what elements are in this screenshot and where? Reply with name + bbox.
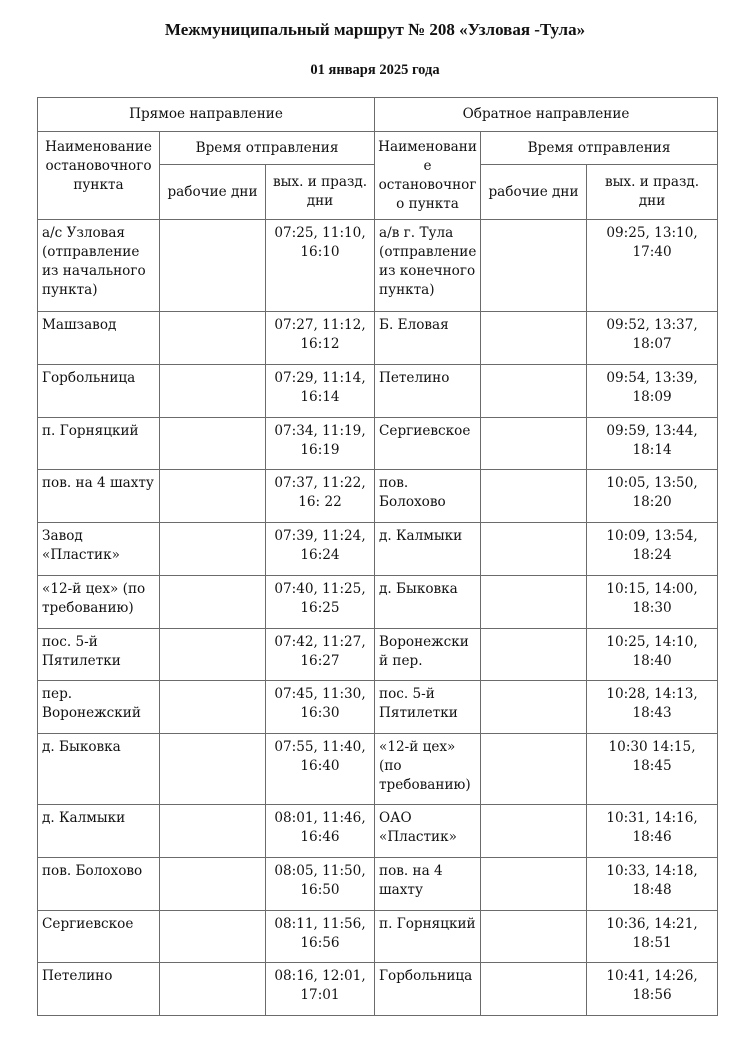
backward-workdays-time bbox=[481, 576, 587, 629]
forward-weekends-time: 07:40, 11:25, 16:25 bbox=[266, 576, 375, 629]
backward-stop-name: а/в г. Тула (отправление из конечного пункта) bbox=[375, 220, 481, 312]
forward-weekends-time: 07:27, 11:12, 16:12 bbox=[266, 312, 375, 365]
backward-weekends-time: 10:15, 14:00, 18:30 bbox=[587, 576, 718, 629]
forward-stop-name: Сергиевское bbox=[38, 911, 160, 963]
backward-stop-name: д. Быковка bbox=[375, 576, 481, 629]
forward-stop-name: д. Калмыки bbox=[38, 805, 160, 858]
forward-weekends-time: 07:37, 11:22, 16: 22 bbox=[266, 470, 375, 523]
table-row bbox=[38, 629, 718, 681]
backward-weekends-time: 09:25, 13:10, 17:40 bbox=[587, 220, 718, 312]
backward-stop-name: Б. Еловая bbox=[375, 312, 481, 365]
backward-stop-name: пов. Болохово bbox=[375, 470, 481, 523]
forward-workdays-time bbox=[160, 418, 266, 470]
forward-workdays-time bbox=[160, 963, 266, 1016]
table-row bbox=[38, 523, 718, 576]
forward-workdays-time bbox=[160, 911, 266, 963]
forward-weekends-time: 07:45, 11:30, 16:30 bbox=[266, 681, 375, 734]
schedule-date: 01 января 2025 года bbox=[310, 62, 440, 78]
forward-stop-name: Завод «Пластик» bbox=[38, 523, 160, 576]
table-row bbox=[38, 220, 718, 312]
header-weekends-backward: вых. и празд. дни bbox=[587, 165, 718, 220]
backward-weekends-time: 10:25, 14:10, 18:40 bbox=[587, 629, 718, 681]
table-row bbox=[38, 963, 718, 1016]
header-weekends-forward: вых. и празд. дни bbox=[266, 165, 375, 220]
backward-weekends-time: 10:28, 14:13, 18:43 bbox=[587, 681, 718, 734]
forward-stop-name: п. Горняцкий bbox=[38, 418, 160, 470]
backward-weekends-time: 10:05, 13:50, 18:20 bbox=[587, 470, 718, 523]
forward-weekends-time: 07:25, 11:10, 16:10 bbox=[266, 220, 375, 312]
backward-workdays-time bbox=[481, 523, 587, 576]
header-row-columns bbox=[38, 132, 718, 165]
backward-workdays-time bbox=[481, 418, 587, 470]
backward-stop-name: п. Горняцкий bbox=[375, 911, 481, 963]
table-row bbox=[38, 470, 718, 523]
backward-weekends-time: 09:54, 13:39, 18:09 bbox=[587, 365, 718, 418]
table-row bbox=[38, 576, 718, 629]
header-stop-name-backward: Наименовани е остановочног о пункта bbox=[375, 132, 481, 220]
header-workdays-backward: рабочие дни bbox=[481, 165, 587, 220]
header-workdays-forward: рабочие дни bbox=[160, 165, 266, 220]
backward-weekends-time: 10:41, 14:26, 18:56 bbox=[587, 963, 718, 1016]
table-row bbox=[38, 734, 718, 805]
table-row bbox=[38, 365, 718, 418]
forward-stop-name: Горбольница bbox=[38, 365, 160, 418]
backward-weekends-time: 10:33, 14:18, 18:48 bbox=[587, 858, 718, 911]
forward-stop-name: Петелино bbox=[38, 963, 160, 1016]
forward-workdays-time bbox=[160, 734, 266, 805]
table-row bbox=[38, 418, 718, 470]
backward-stop-name: Сергиевское bbox=[375, 418, 481, 470]
backward-stop-name: пов. на 4 шахту bbox=[375, 858, 481, 911]
schedule-table-body bbox=[38, 98, 718, 1016]
backward-workdays-time bbox=[481, 681, 587, 734]
schedule-table bbox=[37, 97, 718, 1016]
forward-weekends-time: 07:34, 11:19, 16:19 bbox=[266, 418, 375, 470]
forward-stop-name: «12-й цех» (по требованию) bbox=[38, 576, 160, 629]
backward-stop-name: Петелино bbox=[375, 365, 481, 418]
backward-workdays-time bbox=[481, 365, 587, 418]
forward-workdays-time bbox=[160, 523, 266, 576]
forward-stop-name: Машзавод bbox=[38, 312, 160, 365]
forward-workdays-time bbox=[160, 220, 266, 312]
forward-weekends-time: 08:05, 11:50, 16:50 bbox=[266, 858, 375, 911]
backward-weekends-time: 09:59, 13:44, 18:14 bbox=[587, 418, 718, 470]
backward-weekends-time: 09:52, 13:37, 18:07 bbox=[587, 312, 718, 365]
header-backward-direction: Обратное направление bbox=[375, 98, 718, 132]
forward-workdays-time bbox=[160, 470, 266, 523]
table-row bbox=[38, 805, 718, 858]
backward-stop-name: д. Калмыки bbox=[375, 523, 481, 576]
backward-weekends-time: 10:36, 14:21, 18:51 bbox=[587, 911, 718, 963]
backward-workdays-time bbox=[481, 858, 587, 911]
backward-stop-name: Горбольница bbox=[375, 963, 481, 1016]
backward-stop-name: Воронежски й пер. bbox=[375, 629, 481, 681]
header-departure-time-backward: Время отправления bbox=[481, 132, 718, 165]
forward-weekends-time: 07:55, 11:40, 16:40 bbox=[266, 734, 375, 805]
forward-weekends-time: 07:39, 11:24, 16:24 bbox=[266, 523, 375, 576]
forward-workdays-time bbox=[160, 805, 266, 858]
backward-weekends-time: 10:30 14:15, 18:45 bbox=[587, 734, 718, 805]
table-row bbox=[38, 312, 718, 365]
forward-weekends-time: 07:29, 11:14, 16:14 bbox=[266, 365, 375, 418]
backward-workdays-time bbox=[481, 220, 587, 312]
forward-workdays-time bbox=[160, 312, 266, 365]
forward-weekends-time: 08:16, 12:01, 17:01 bbox=[266, 963, 375, 1016]
backward-stop-name: пос. 5-й Пятилетки bbox=[375, 681, 481, 734]
table-row bbox=[38, 681, 718, 734]
forward-workdays-time bbox=[160, 681, 266, 734]
table-row bbox=[38, 911, 718, 963]
backward-stop-name: ОАО «Пластик» bbox=[375, 805, 481, 858]
backward-weekends-time: 10:09, 13:54, 18:24 bbox=[587, 523, 718, 576]
forward-workdays-time bbox=[160, 576, 266, 629]
header-forward-direction: Прямое направление bbox=[38, 98, 375, 132]
backward-weekends-time: 10:31, 14:16, 18:46 bbox=[587, 805, 718, 858]
forward-stop-name: пов. Болохово bbox=[38, 858, 160, 911]
forward-weekends-time: 07:42, 11:27, 16:27 bbox=[266, 629, 375, 681]
forward-workdays-time bbox=[160, 365, 266, 418]
forward-weekends-time: 08:11, 11:56, 16:56 bbox=[266, 911, 375, 963]
forward-stop-name: пов. на 4 шахту bbox=[38, 470, 160, 523]
backward-workdays-time bbox=[481, 629, 587, 681]
backward-workdays-time bbox=[481, 911, 587, 963]
forward-stop-name: а/с Узловая (отправление из начального пункта) bbox=[38, 220, 160, 312]
backward-workdays-time bbox=[481, 312, 587, 365]
table-row bbox=[38, 858, 718, 911]
forward-workdays-time bbox=[160, 629, 266, 681]
forward-stop-name: д. Быковка bbox=[38, 734, 160, 805]
backward-stop-name: «12-й цех» (по требованию) bbox=[375, 734, 481, 805]
backward-workdays-time bbox=[481, 805, 587, 858]
forward-workdays-time bbox=[160, 858, 266, 911]
forward-stop-name: пер. Воронежский bbox=[38, 681, 160, 734]
backward-workdays-time bbox=[481, 963, 587, 1016]
page-title: Межмуниципальный маршрут № 208 «Узловая -Тула» bbox=[164, 20, 586, 39]
backward-workdays-time bbox=[481, 734, 587, 805]
backward-workdays-time bbox=[481, 470, 587, 523]
header-departure-time-forward: Время отправления bbox=[160, 132, 375, 165]
forward-stop-name: пос. 5-й Пятилетки bbox=[38, 629, 160, 681]
forward-weekends-time: 08:01, 11:46, 16:46 bbox=[266, 805, 375, 858]
header-stop-name-forward: Наименование остановочного пункта bbox=[38, 132, 160, 220]
header-row-directions bbox=[38, 98, 718, 132]
